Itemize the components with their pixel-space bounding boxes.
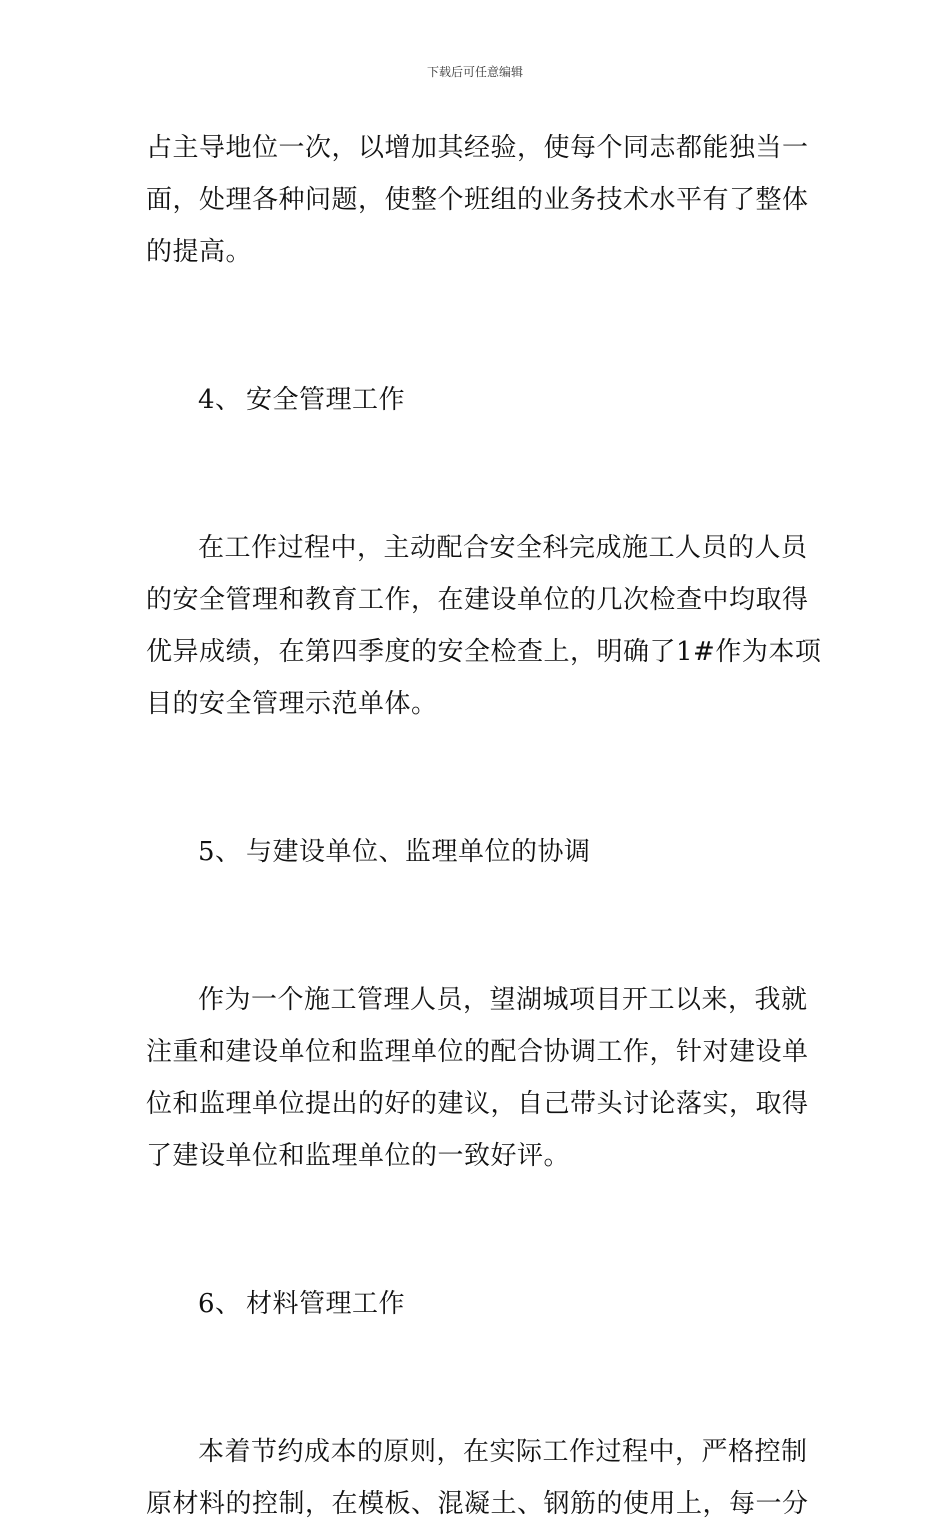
section-title: 安全管理工作 (246, 385, 406, 415)
section-title: 材料管理工作 (246, 1289, 406, 1319)
paragraph-materials (146, 1426, 810, 1530)
text-line: 位和监理单位提出的好的建议，自己带头讨论落实，取得 (146, 1089, 809, 1119)
document-body (146, 122, 822, 1530)
spacer (146, 1182, 810, 1278)
spacer (146, 278, 810, 374)
spacer (146, 878, 810, 974)
spacer (146, 730, 810, 826)
text-line: 目的安全管理示范单体。 (146, 689, 438, 719)
section-heading-materials (146, 1278, 810, 1330)
text-line: 优异成绩，在第四季度的安全检查上，明确了1#作为本项 (146, 637, 822, 667)
section-number: 4、 (198, 385, 242, 415)
text-line: 面，处理各种问题，使整个班组的业务技术水平有了整体 (146, 185, 809, 215)
paragraph-coordination (146, 974, 810, 1182)
section-number: 6、 (198, 1289, 242, 1319)
text-line: 的提高。 (146, 237, 253, 267)
paragraph-continuation (146, 122, 810, 278)
section-number: 5、 (198, 837, 242, 867)
section-title: 与建设单位、监理单位的协调 (246, 837, 591, 867)
spacer (146, 1330, 810, 1426)
text-line: 了建设单位和监理单位的一致好评。 (146, 1141, 571, 1171)
text-line: 原材料的控制，在模板、混凝土、钢筋的使用上，每一分 (146, 1489, 809, 1519)
section-heading-safety (146, 374, 810, 426)
text-line: 在工作过程中，主动配合安全科完成施工人员的人员 (198, 533, 808, 563)
paragraph-safety (146, 522, 822, 730)
text-line: 本着节约成本的原则，在实际工作过程中，严格控制 (198, 1437, 808, 1467)
page-header: 下载后可任意编辑 (426, 65, 523, 79)
text-line: 的安全管理和教育工作，在建设单位的几次检查中均取得 (146, 585, 809, 615)
text-line: 占主导地位一次，以增加其经验，使每个同志都能独当一 (146, 133, 809, 163)
section-heading-coordination (146, 826, 810, 878)
text-line: 作为一个施工管理人员，望湖城项目开工以来，我就 (198, 985, 808, 1015)
spacer (146, 426, 810, 522)
text-line: 注重和建设单位和监理单位的配合协调工作，针对建设单 (146, 1037, 809, 1067)
